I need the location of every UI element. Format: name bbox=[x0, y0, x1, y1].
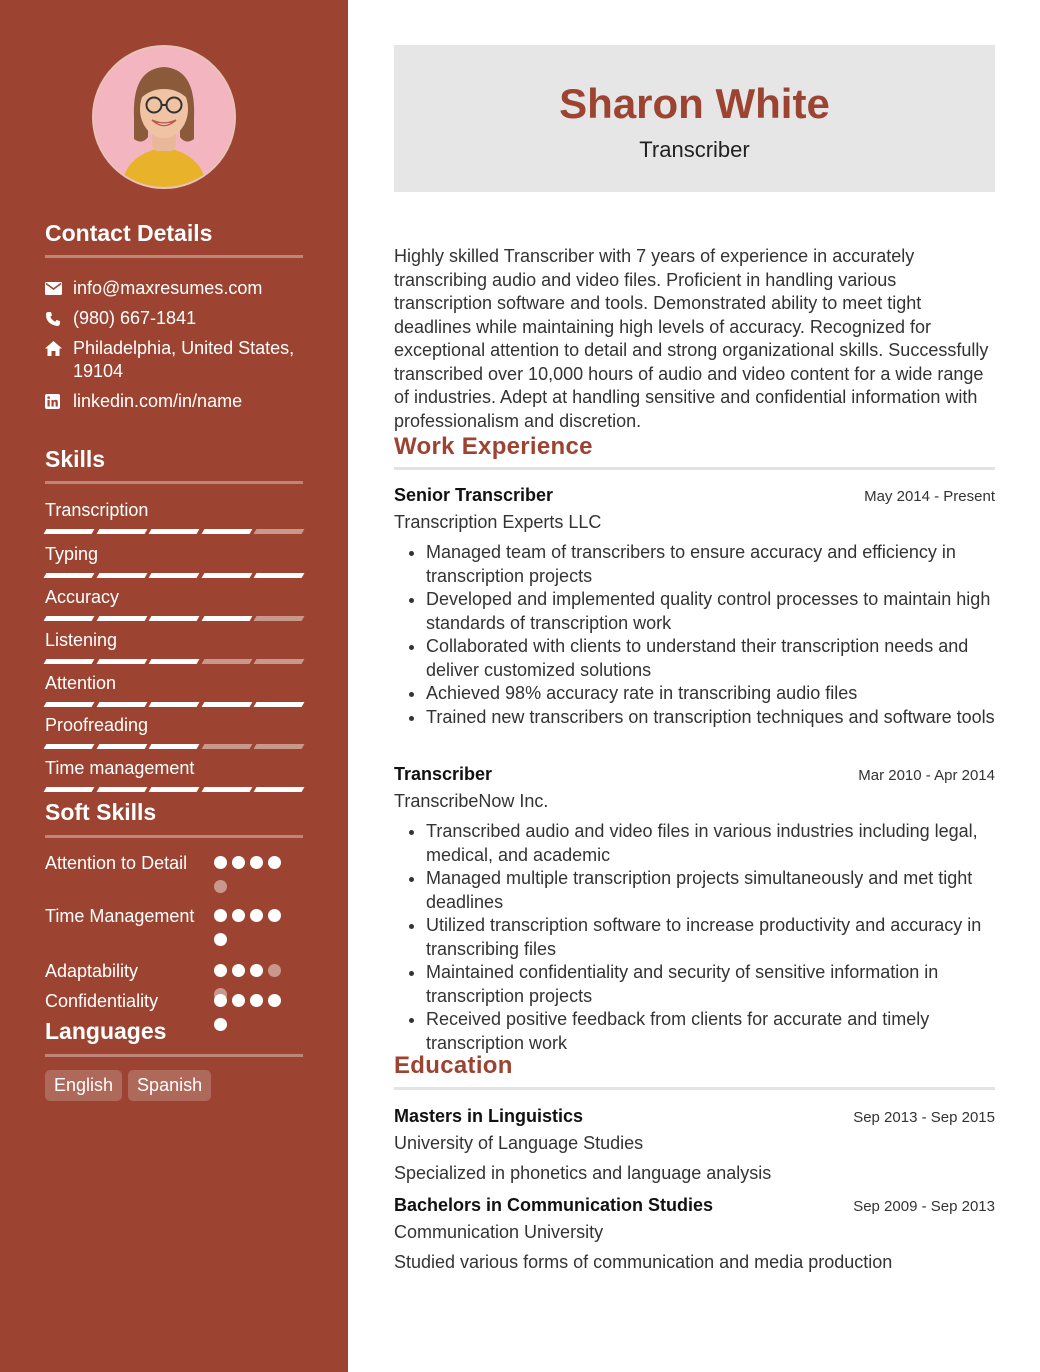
skill-item bbox=[45, 499, 303, 534]
skill-level-segment bbox=[149, 659, 199, 664]
job-bullet: • Utilized transcription software to increase productivity and accuracy in transcribing files bbox=[426, 914, 995, 961]
job-bullet: • Collaborated with clients to understand their transcription needs and deliver customized solutions bbox=[426, 635, 995, 682]
skill-level-segment bbox=[149, 529, 199, 534]
home-icon bbox=[45, 337, 73, 360]
education-degree: Bachelors in Communication Studies bbox=[394, 1195, 714, 1215]
languages-heading: Languages bbox=[45, 1018, 167, 1044]
rating-dot bbox=[214, 1018, 227, 1031]
skill-level-segment bbox=[254, 702, 304, 707]
candidate-name: Sharon White bbox=[559, 80, 830, 127]
soft-skill-name: Time Management bbox=[45, 906, 195, 926]
skill-level-segment bbox=[254, 787, 304, 792]
soft-skill-name: Adaptability bbox=[45, 961, 139, 981]
job-bullets bbox=[394, 541, 995, 729]
skill-name: Listening bbox=[45, 630, 118, 650]
rating-dot bbox=[232, 856, 245, 869]
job-bullet: • Maintained confidentiality and security of sensitive information in transcription projects bbox=[426, 961, 995, 1008]
contact-heading: Contact Details bbox=[45, 220, 213, 246]
rating-dot bbox=[268, 994, 281, 1007]
skill-level-segment bbox=[96, 659, 146, 664]
education-school: Communication University bbox=[394, 1222, 604, 1242]
skill-level-bar bbox=[45, 659, 303, 664]
skill-level-segment bbox=[44, 702, 94, 707]
soft-skills-divider bbox=[45, 835, 303, 838]
job-company: TranscribeNow Inc. bbox=[394, 791, 549, 811]
skills-heading: Skills bbox=[45, 446, 106, 472]
soft-skill-rating bbox=[214, 856, 294, 893]
skill-level-segment bbox=[201, 702, 251, 707]
rating-dot bbox=[214, 880, 227, 893]
soft-skill-name: Confidentiality bbox=[45, 991, 159, 1011]
skill-level-segment bbox=[254, 573, 304, 578]
skill-name: Time management bbox=[45, 758, 195, 778]
skill-level-segment bbox=[149, 616, 199, 621]
skill-level-segment bbox=[201, 787, 251, 792]
job-dates: Mar 2010 - Apr 2014 bbox=[858, 767, 995, 784]
education-heading: Education bbox=[394, 1052, 513, 1079]
job-bullet: • Trained new transcribers on transcription techniques and software tools bbox=[426, 706, 995, 730]
skill-level-segment bbox=[44, 529, 94, 534]
rating-dot bbox=[250, 856, 263, 869]
rating-dot bbox=[214, 933, 227, 946]
skill-level-segment bbox=[96, 573, 146, 578]
education-dates: Sep 2009 - Sep 2013 bbox=[853, 1198, 995, 1215]
skill-item bbox=[45, 629, 303, 664]
skill-item bbox=[45, 672, 303, 707]
languages-list bbox=[45, 1070, 211, 1101]
skill-level-segment bbox=[96, 529, 146, 534]
rating-dot bbox=[214, 964, 227, 977]
skill-level-segment bbox=[44, 659, 94, 664]
skill-level-bar bbox=[45, 573, 303, 578]
job-title: Transcriber bbox=[394, 764, 493, 784]
job-bullet: • Managed team of transcribers to ensure accuracy and efficiency in transcription projects bbox=[426, 541, 995, 588]
rating-dot bbox=[250, 994, 263, 1007]
skill-level-segment bbox=[96, 616, 146, 621]
rating-dot bbox=[214, 856, 227, 869]
job-dates: May 2014 - Present bbox=[864, 488, 995, 505]
skill-level-segment bbox=[201, 744, 251, 749]
skill-level-segment bbox=[44, 744, 94, 749]
skill-level-segment bbox=[254, 616, 304, 621]
skill-level-bar bbox=[45, 616, 303, 621]
skill-level-segment bbox=[96, 744, 146, 749]
contact-divider bbox=[45, 255, 303, 258]
skill-level-segment bbox=[44, 573, 94, 578]
soft-skills-heading: Soft Skills bbox=[45, 799, 157, 825]
contact-email-text: info@maxresumes.com bbox=[73, 278, 263, 298]
education-description: Specialized in phonetics and language analysis bbox=[394, 1163, 772, 1183]
job-company: Transcription Experts LLC bbox=[394, 512, 602, 532]
soft-skill-rating bbox=[214, 994, 294, 1031]
soft-skill-name: Attention to Detail bbox=[45, 853, 188, 873]
resume-header bbox=[394, 45, 995, 192]
job-bullet: • Achieved 98% accuracy rate in transcribing audio files bbox=[426, 682, 995, 706]
skill-level-segment bbox=[201, 529, 251, 534]
job-bullets bbox=[394, 820, 995, 1055]
skill-level-segment bbox=[44, 787, 94, 792]
job-entry bbox=[394, 764, 995, 1055]
education-degree: Masters in Linguistics bbox=[394, 1106, 584, 1126]
soft-skill-rating bbox=[214, 909, 294, 946]
education-divider bbox=[394, 1087, 995, 1090]
skill-level-segment bbox=[149, 573, 199, 578]
rating-dot bbox=[268, 909, 281, 922]
skill-level-bar bbox=[45, 529, 303, 534]
skill-name: Proofreading bbox=[45, 715, 149, 735]
contact-linkedin[interactable] bbox=[45, 390, 303, 413]
skill-level-segment bbox=[96, 787, 146, 792]
rating-dot bbox=[250, 964, 263, 977]
skill-level-segment bbox=[201, 659, 251, 664]
skill-name: Attention bbox=[45, 673, 117, 693]
rating-dot bbox=[232, 909, 245, 922]
skill-level-segment bbox=[96, 702, 146, 707]
skill-level-segment bbox=[201, 616, 251, 621]
skill-item bbox=[45, 757, 303, 792]
education-school: University of Language Studies bbox=[394, 1133, 644, 1153]
job-entry bbox=[394, 485, 995, 729]
skill-item bbox=[45, 543, 303, 578]
avatar bbox=[92, 45, 236, 189]
skill-level-bar bbox=[45, 702, 303, 707]
skill-name: Typing bbox=[45, 544, 99, 564]
skill-name: Transcription bbox=[45, 500, 149, 520]
job-bullet: • Received positive feedback from clients for accurate and timely transcription work bbox=[426, 1008, 995, 1055]
contact-phone[interactable] bbox=[45, 307, 303, 330]
skill-level-bar bbox=[45, 787, 303, 792]
skill-level-segment bbox=[44, 616, 94, 621]
summary-text: Highly skilled Transcriber with 7 years of experience in accurately transcribing audio and video files. Proficient in handling various transcription software and tools. Demonstrated ability to meet tight deadlines while maintaining high levels of accuracy. Recognized for exceptional attention to detail and strong organizational skills. Successfully transcribed over 10,000 hours of audio and video content for a wide range of industries. Adept at handling sensitive and confidential information with professionalism and discretion. bbox=[394, 246, 989, 431]
skill-level-segment bbox=[254, 659, 304, 664]
job-title: Senior Transcriber bbox=[394, 485, 554, 505]
rating-dot bbox=[268, 856, 281, 869]
skill-item bbox=[45, 586, 303, 621]
candidate-title: Transcriber bbox=[639, 137, 750, 162]
rating-dot bbox=[232, 994, 245, 1007]
contact-linkedin-text: linkedin.com/in/name bbox=[73, 391, 243, 411]
skill-level-segment bbox=[149, 702, 199, 707]
rating-dot bbox=[232, 964, 245, 977]
phone-icon bbox=[45, 307, 73, 330]
rating-dot bbox=[250, 909, 263, 922]
skill-level-segment bbox=[201, 573, 251, 578]
skills-divider bbox=[45, 481, 303, 484]
education-entry bbox=[394, 1195, 995, 1273]
skill-name: Accuracy bbox=[45, 587, 120, 607]
languages-divider bbox=[45, 1054, 303, 1057]
job-bullet: • Managed multiple transcription projects simultaneously and met tight deadlines bbox=[426, 867, 995, 914]
envelope-icon bbox=[45, 277, 73, 300]
rating-dot bbox=[214, 994, 227, 1007]
skill-level-segment bbox=[254, 744, 304, 749]
skill-level-segment bbox=[149, 744, 199, 749]
rating-dot bbox=[214, 909, 227, 922]
rating-dot bbox=[268, 964, 281, 977]
job-bullet: • Transcribed audio and video files in various industries including legal, medical, and academic bbox=[426, 820, 995, 867]
contact-address-text: Philadelphia, United States, 19104 bbox=[73, 338, 295, 381]
language-chip: Spanish bbox=[128, 1070, 211, 1101]
sidebar bbox=[0, 0, 348, 1372]
contact-address bbox=[45, 337, 303, 383]
work-experience-divider bbox=[394, 467, 995, 470]
work-experience-heading: Work Experience bbox=[394, 433, 593, 460]
contact-phone-text: (980) 667-1841 bbox=[73, 308, 197, 328]
language-chip: English bbox=[45, 1070, 122, 1101]
skill-level-segment bbox=[149, 787, 199, 792]
skill-level-bar bbox=[45, 744, 303, 749]
education-dates: Sep 2013 - Sep 2015 bbox=[853, 1109, 995, 1126]
linkedin-icon bbox=[45, 390, 73, 413]
skill-item bbox=[45, 714, 303, 749]
job-bullet: • Developed and implemented quality control processes to maintain high standards of transcription work bbox=[426, 588, 995, 635]
avatar-portrait-icon bbox=[94, 47, 234, 187]
contact-email[interactable] bbox=[45, 277, 303, 300]
skill-level-segment bbox=[254, 529, 304, 534]
education-entry bbox=[394, 1106, 995, 1184]
education-description: Studied various forms of communication and media production bbox=[394, 1252, 893, 1272]
